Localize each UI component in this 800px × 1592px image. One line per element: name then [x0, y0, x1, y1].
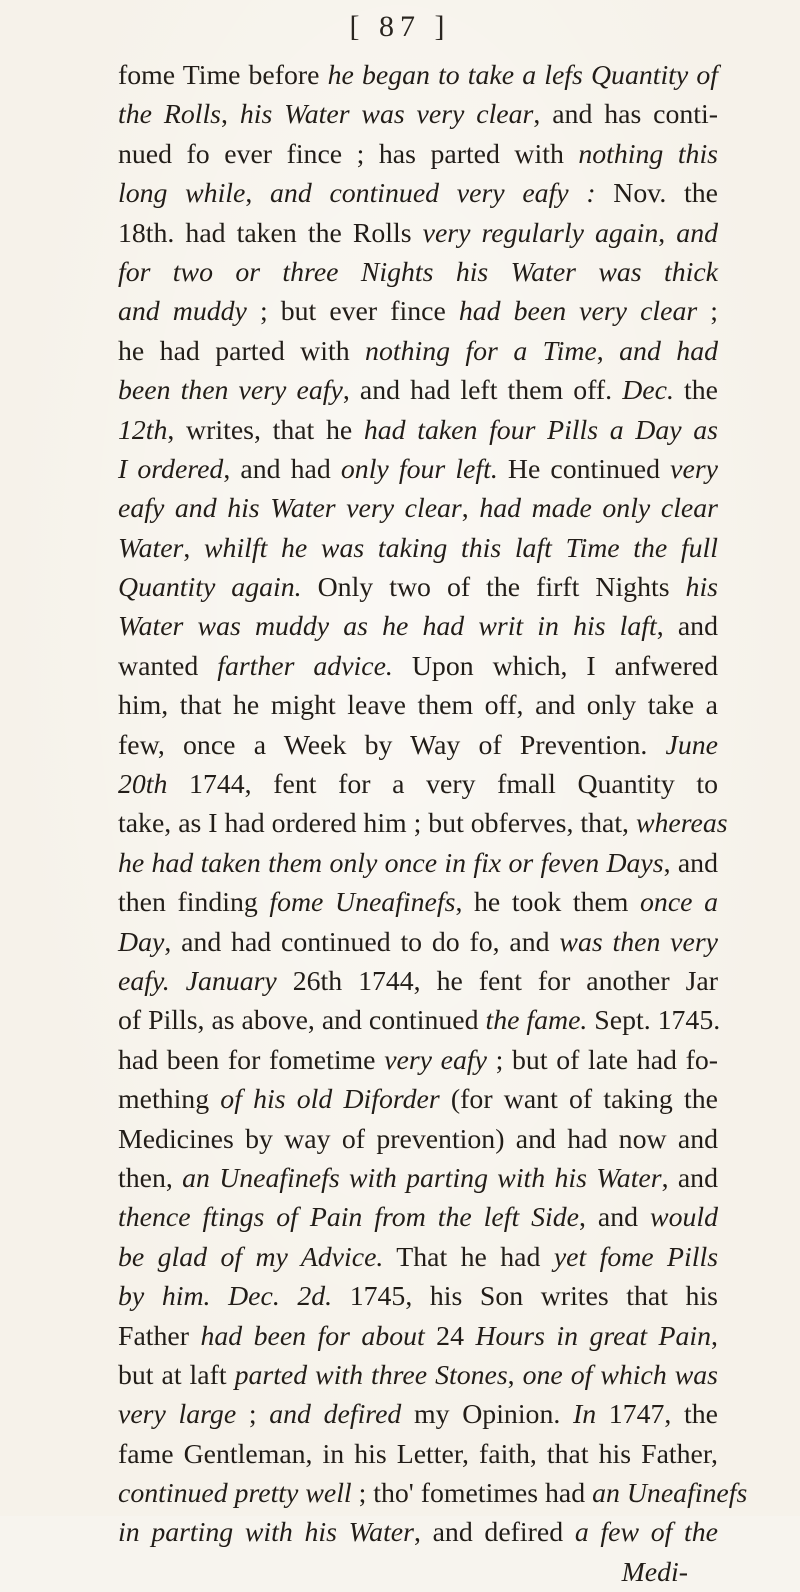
text-run: , — [507, 1359, 523, 1391]
italic-text: long while — [118, 178, 246, 210]
text-run: Sept. 1745. — [587, 1005, 721, 1037]
italic-text: I ordered — [118, 453, 224, 485]
text-run: him, that he might leave them off, and only take a — [118, 690, 718, 722]
italic-text: he had taken them only once in fix or feven Days — [118, 847, 664, 879]
text-run: , — [461, 493, 480, 525]
italic-text: Medi- — [621, 1556, 688, 1588]
text-run: , and — [661, 1162, 718, 1194]
text-line — [118, 135, 718, 174]
italic-text: by him. Dec. 2d. — [118, 1281, 333, 1313]
italic-text: thence ftings of Pain from the left Side — [118, 1202, 580, 1234]
italic-text: yet fome Pills — [553, 1241, 719, 1273]
italic-text: and muddy — [118, 296, 247, 328]
text-line — [118, 765, 718, 804]
text-line — [118, 1080, 718, 1119]
italic-text: would — [650, 1202, 719, 1234]
italic-text: in parting with his Water — [118, 1517, 414, 1549]
text-line — [118, 1513, 718, 1552]
italic-text: continued pretty well — [118, 1478, 352, 1510]
text-run: , and — [656, 611, 718, 643]
text-run: mething — [118, 1084, 221, 1116]
text-run: Upon which, I anfwered — [392, 650, 719, 682]
italic-text: the fame. — [485, 1005, 588, 1037]
italic-text: Water — [118, 532, 184, 564]
text-line — [118, 1435, 718, 1474]
text-line — [118, 489, 718, 528]
text-line — [118, 371, 718, 410]
italic-text: eafy and his Water very clear — [118, 493, 462, 525]
italic-text: 20th — [118, 769, 168, 801]
text-run: few, once a Week by Way of Prevention. — [118, 729, 666, 761]
italic-text: an Uneafinefs with parting with his Water — [182, 1162, 662, 1194]
italic-text: and continued very eafy : — [270, 178, 596, 210]
italic-text: his — [685, 572, 718, 604]
italic-text: Water was muddy as he had writ in his laft — [118, 611, 657, 643]
text-run: 18th. had taken the Rolls — [118, 217, 423, 249]
text-run: , — [596, 335, 620, 367]
text-line — [118, 1001, 721, 1040]
italic-text: the Rolls — [118, 99, 221, 131]
text-run: then finding — [118, 887, 270, 919]
text-run: nued fo ever fince ; has parted with — [118, 138, 579, 170]
text-run: Only two of the firft Nights — [301, 572, 686, 604]
text-run: , and had continued to do fo, and — [164, 926, 560, 958]
italic-text: In — [572, 1399, 597, 1431]
text-line — [118, 174, 718, 213]
text-line — [118, 1198, 718, 1237]
text-run: take, as I had ordered him ; but obferves, that, — [118, 808, 636, 840]
text-line — [118, 1395, 718, 1434]
text-run: ; — [697, 296, 718, 328]
text-run: 26th 1744, he fent for another Jar — [276, 965, 718, 997]
text-line — [118, 804, 728, 843]
italic-text: Hours in great Pain — [475, 1320, 712, 1352]
italic-text: Dec. — [622, 375, 674, 407]
italic-text: his Water was very clear — [239, 99, 534, 131]
text-run: That he had — [383, 1241, 554, 1273]
italic-text: only four left. — [340, 453, 498, 485]
italic-text: 12th — [118, 414, 168, 446]
italic-text: and defired — [269, 1399, 402, 1431]
italic-text: had taken four Pills a Day as — [363, 414, 718, 446]
text-line — [118, 214, 718, 253]
italic-text: an Uneafinefs — [592, 1478, 748, 1510]
italic-text: farther advice. — [217, 650, 393, 682]
text-line — [118, 962, 718, 1001]
italic-text: had been for about — [200, 1320, 425, 1352]
text-run: , and had — [223, 453, 341, 485]
italic-text: very regularly again — [422, 217, 659, 249]
text-run: , and has conti- — [533, 99, 718, 131]
text-run: the — [673, 375, 718, 407]
italic-text: nothing for a Time — [365, 335, 597, 367]
text-run: , and had left them off. — [342, 375, 623, 407]
italic-text: eafy. January — [118, 965, 277, 997]
italic-text: Day — [118, 926, 165, 958]
text-run: , — [711, 1320, 718, 1352]
text-line — [118, 95, 718, 134]
text-run: ; — [236, 1399, 270, 1431]
text-run: , and — [663, 847, 718, 879]
italic-text: be glad of my Advice. — [118, 1241, 384, 1273]
text-run: , — [245, 178, 271, 210]
text-run: 1745, his Son writes that his — [332, 1281, 718, 1313]
text-run: fome Time before — [118, 60, 328, 91]
text-run: had been for fometime — [118, 1044, 385, 1076]
italic-text: very eafy — [384, 1044, 487, 1076]
body-text — [118, 56, 748, 1592]
text-run: (for want of taking the — [439, 1084, 718, 1116]
text-line — [118, 1474, 748, 1513]
text-line — [118, 1041, 718, 1080]
italic-text: and — [676, 217, 718, 249]
text-line — [118, 1120, 718, 1159]
italic-text: he began to take a lefs Quantity of — [327, 60, 718, 91]
italic-text: nothing this — [578, 138, 718, 170]
text-line — [118, 1553, 718, 1592]
text-line — [118, 607, 718, 646]
text-run: fame Gentleman, in his Letter, faith, that his Father, — [118, 1438, 718, 1470]
italic-text: Quantity again. — [118, 572, 302, 604]
italic-text: for two or three Nights his Water was thick — [118, 256, 718, 288]
text-line — [118, 292, 718, 331]
text-line — [118, 450, 718, 489]
italic-text: had been very clear — [458, 296, 698, 328]
text-run: Nov. the — [595, 178, 718, 210]
text-line — [118, 56, 718, 95]
text-line — [118, 1317, 718, 1356]
text-run: ; but of late had fo- — [486, 1044, 719, 1076]
text-line — [118, 529, 718, 568]
text-run: He continued — [497, 453, 671, 485]
text-run: of Pills, as above, and continued — [118, 1005, 486, 1037]
italic-text: once a — [640, 887, 719, 919]
text-run: ; but ever fince — [246, 296, 459, 328]
text-run: , he took them — [455, 887, 641, 919]
italic-text: one of which was — [522, 1359, 718, 1391]
text-run: then, — [118, 1162, 183, 1194]
text-line — [118, 923, 718, 962]
italic-text: been then very eafy — [118, 375, 343, 407]
text-run: , and — [579, 1202, 651, 1234]
text-line — [118, 411, 718, 450]
text-line — [118, 253, 718, 292]
text-run: , — [220, 99, 240, 131]
italic-text: very — [670, 453, 718, 485]
italic-text: fome Uneafinefs — [269, 887, 456, 919]
text-line — [118, 332, 718, 371]
italic-text: a few of the — [574, 1517, 718, 1549]
italic-text: and had — [619, 335, 718, 367]
italic-text: June — [665, 729, 718, 761]
text-run: 1744, fent for a very fmall Quantity to — [167, 769, 718, 801]
text-run: wanted — [118, 650, 218, 682]
italic-text: parted with three Stones — [234, 1359, 508, 1391]
text-run: Father — [118, 1320, 201, 1352]
italic-text: was then very — [559, 926, 718, 958]
text-run: 24 — [424, 1320, 476, 1352]
text-run: , writes, that he — [167, 414, 364, 446]
text-run: ; tho' fometimes had — [351, 1478, 593, 1510]
text-run: he had parted with — [118, 335, 366, 367]
text-line — [118, 1159, 718, 1198]
page-number: [ 87 ] — [349, 10, 451, 43]
text-line — [118, 844, 718, 883]
text-run: , — [183, 532, 205, 564]
text-run: , and defired — [413, 1517, 575, 1549]
text-line — [118, 1356, 718, 1395]
italic-text: whereas — [635, 808, 728, 840]
italic-text: had made only clear — [479, 493, 718, 525]
text-line — [118, 1277, 718, 1316]
text-line — [118, 568, 718, 607]
text-run: my Opinion. — [401, 1399, 573, 1431]
text-run: Medicines by way of prevention) and had now and — [118, 1123, 718, 1155]
text-run: but at laft — [118, 1359, 235, 1391]
text-line — [118, 686, 718, 725]
italic-text: very large — [118, 1399, 237, 1431]
text-line — [118, 1238, 718, 1277]
italic-text: whilft he was taking this laft Time the full — [204, 532, 718, 564]
text-run: , — [658, 217, 677, 249]
italic-text: of his old Diforder — [220, 1084, 440, 1116]
text-line — [118, 647, 718, 686]
text-line — [118, 883, 718, 922]
text-run: 1747, the — [596, 1399, 718, 1431]
text-line — [118, 726, 718, 765]
